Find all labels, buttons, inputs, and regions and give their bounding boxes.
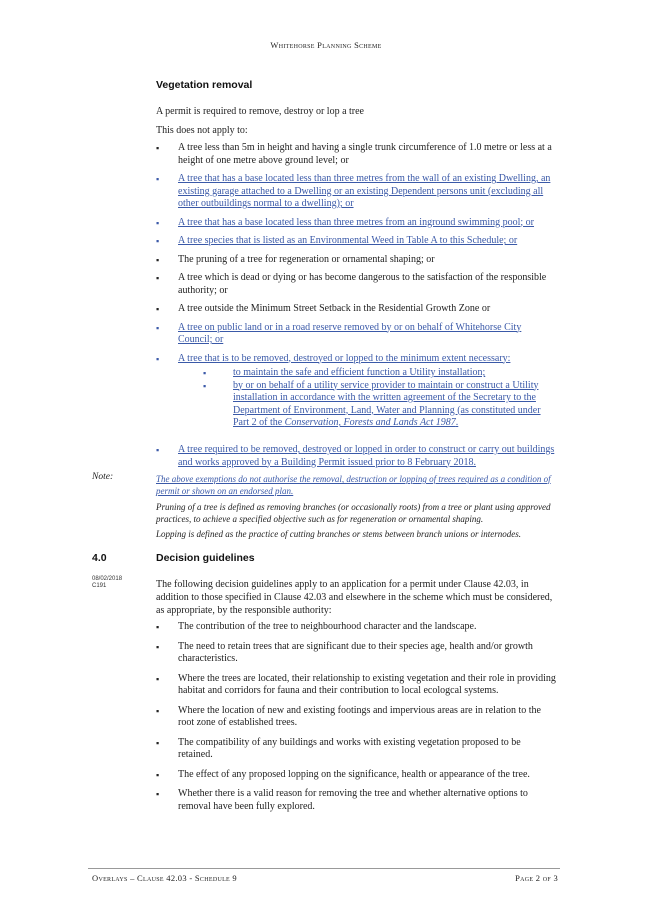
list-item: ▪ A tree that is to be removed, destroyed or lopped to the minimum extent necessary: [156, 353, 556, 366]
vegetation-intro: A permit is required to remove, destroy or lop a tree [156, 106, 364, 117]
list-item: ▪ Where the location of new and existing footings and impervious areas are in relation to the root zone of established trees. [156, 705, 556, 730]
list-item: ▪ A tree outside the Minimum Street Setback in the Residential Growth Zone or [156, 303, 556, 316]
list-item: ▪ The need to retain trees that are significant due to their species age, health and/or growth characteristics. [156, 641, 556, 666]
note-pruning: Pruning of a tree is defined as removing branches (or occasionally roots) from a tree or plant using approved practices, to achieve a specified objective such as for regeneration or ornamental shaping. [156, 502, 551, 524]
vegetation-heading: Vegetation removal [156, 79, 253, 91]
sub-exemption-list [203, 367, 553, 430]
footer-rule [88, 868, 560, 869]
note-label: Note: [92, 472, 114, 482]
decision-heading: Decision guidelines [156, 552, 255, 564]
list-item: ▪ Whether there is a valid reason for removing the tree and whether alternative options to removal have been fully explored. [156, 788, 556, 813]
decision-intro: The following decision guidelines apply to an application for a permit under Clause 42.03, in addition to those specified in Clause 42.03 and elsewhere in the scheme which must be considered, as appropriate, by the responsible authority: [156, 579, 553, 616]
list-item: ▪ Where the trees are located, their relationship to existing vegetation and their role in providing habitat and corridors for fauna and their contribution to local ecologcal systems. [156, 673, 556, 698]
page-header: Whitehorse Planning Scheme [270, 40, 382, 50]
sub-list-item: ▪ to maintain the safe and efficient function a Utility installation; [203, 367, 553, 380]
amendment-date: 08/02/2018 [92, 576, 123, 582]
exemption-list [156, 142, 556, 365]
note-exemptions: The above exemptions do not authorise the removal, destruction or lopping of trees required as a condition of permit or shown on an endorsed plan. [156, 474, 551, 496]
footer-page-number: Page 2 of 3 [515, 873, 558, 883]
list-item: ▪ The contribution of the tree to neighbourhood character and the landscape. [156, 621, 556, 634]
list-item: ▪ The compatibility of any buildings and works with existing vegetation proposed to be retained. [156, 737, 556, 762]
footer-left: Overlays – Clause 42.03 - Schedule 9 [92, 873, 237, 883]
list-item: ▪ A tree required to be removed, destroyed or lopped in order to construct or carry out buildings and works approved by a Building Permit issued prior to 8 February 2018. [156, 444, 556, 469]
note-lopping: Lopping is defined as the practice of cutting branches or stems between branch unions or internodes. [156, 529, 521, 539]
list-item: ▪ The effect of any proposed lopping on the significance, health or appearance of the tree. [156, 769, 556, 782]
section-number: 4.0 [92, 552, 107, 564]
sub-list-item: ▪ by or on behalf of a utility service provider to maintain or construct a Utility installation in accordance with the written agreement of the Secretary to the Department of Environment, Land, Water and Planning (as constituted under Part 2 of the Conservation, Forests and Lands Act 1987. [203, 380, 553, 430]
list-item: ▪ A tree less than 5m in height and having a single trunk circumference of 1.0 metre or less at a height of one metre above ground level; or [156, 142, 556, 167]
list-item: ▪ A tree on public land or in a road reserve removed by or on behalf of Whitehorse City Council; or [156, 322, 556, 347]
decision-list [156, 621, 556, 813]
list-item: ▪ A tree species that is listed as an Environmental Weed in Table A to this Schedule; or [156, 235, 556, 248]
vegetation-exemptions-intro: This does not apply to: [156, 125, 248, 136]
list-item: ▪ A tree which is dead or dying or has become dangerous to the satisfaction of the responsible authority; or [156, 272, 556, 297]
list-item: ▪ The pruning of a tree for regeneration or ornamental shaping; or [156, 254, 556, 267]
exemption-list-continued [156, 444, 556, 469]
list-item: ▪ A tree that has a base located less than three metres from an inground swimming pool; or [156, 217, 556, 230]
list-item: ▪ A tree that has a base located less than three metres from the wall of an existing Dwelling, an existing garage attached to a Dwelling or an existing Dependent persons unit (excluding all other outbuildings normal to a dwelling); or [156, 173, 556, 211]
amendment-number: C191 [92, 583, 107, 589]
